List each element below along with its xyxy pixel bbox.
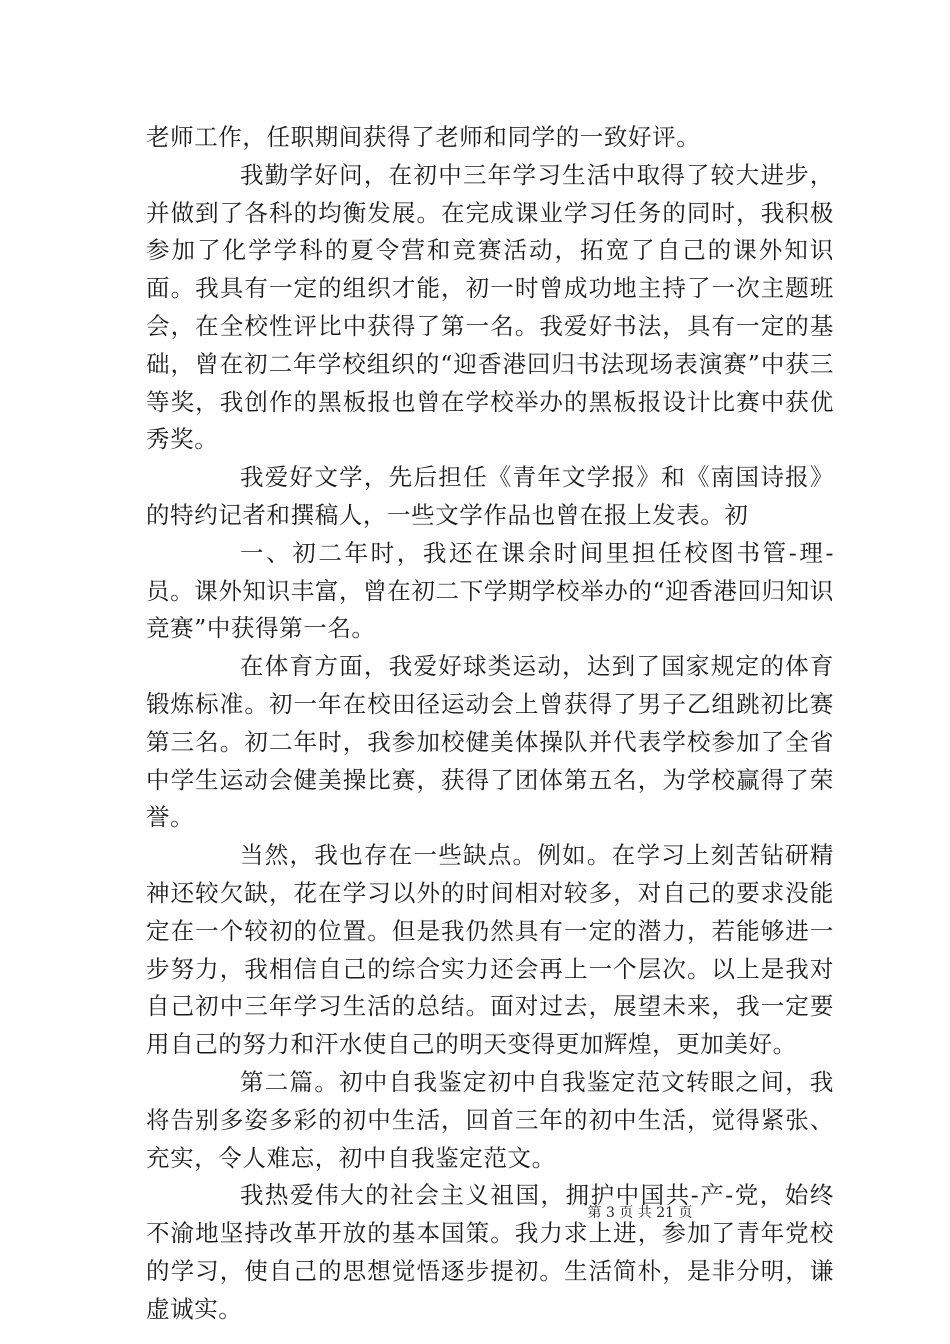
paragraph-second-article: 第二篇。初中自我鉴定初中自我鉴定范文转眼之间，我将告别多姿多彩的初中生活，回首三年的初中生活，觉得紧张、充实，令人难忘，初中自我鉴定范文。: [146, 1067, 834, 1172]
paragraph-patriotism: 我热爱伟大的社会主义祖国，拥护中国共-产-党，始终不渝地坚持改革开放的基本国策。我力求上进，参加了青年党校的学习，使自己的思想觉悟逐步提初。生活简朴，是非分明，谦虚诚实。: [146, 1181, 834, 1323]
page-number: 第 3 页 共 21 页: [587, 1205, 693, 1221]
paragraph-library: 一、初二年时，我还在课余时间里担任校图书管-理-员。课外知识丰富，曾在初二下学期学校举办的“迎香港回归知识竞赛”中获得第一名。: [146, 538, 834, 643]
paragraph-continuation: 老师工作，任职期间获得了老师和同学的一致好评。: [146, 123, 701, 151]
document-body: [146, 119, 834, 1329]
paragraph-literature: 我爱好文学，先后担任《青年文学报》和《南国诗报》的特约记者和撰稿人，一些文学作品也曾在报上发表。初: [146, 463, 834, 529]
paragraph-sports: 在体育方面，我爱好球类运动，达到了国家规定的体育锻炼标准。初一年在校田径运动会上曾获得了男子乙组跳初比赛第三名。初二年时，我参加校健美体操队并代表学校参加了全省中学生运动会健美操比赛，获得了团体第五名，为学校赢得了荣誉。: [146, 652, 834, 832]
paragraph-study: 我勤学好问，在初中三年学习生活中取得了较大进步，并做到了各科的均衡发展。在完成课业学习任务的同时，我积极参加了化学学科的夏令营和竞赛活动，拓宽了自己的课外知识面。我具有一定的组织才能，初一时曾成功地主持了一次主题班会，在全校性评比中获得了第一名。我爱好书法，具有一定的基础，曾在初二年学校组织的“迎香港回归书法现场表演赛”中获三等奖，我创作的黑板报也曾在学校举办的黑板报设计比赛中获优秀奖。: [146, 160, 834, 454]
paragraph-shortcomings: 当然，我也存在一些缺点。例如。在学习上刻苦钻研精神还较欠缺，花在学习以外的时间相对较多，对自己的要求没能定在一个较初的位置。但是我仍然具有一定的潜力，若能够进一步努力，我相信自己的综合实力还会再上一个层次。以上是我对自己初中三年学习生活的总结。面对过去，展望未来，我一定要用自己的努力和汗水使自己的明天变得更加辉煌，更加美好。: [146, 841, 834, 1059]
